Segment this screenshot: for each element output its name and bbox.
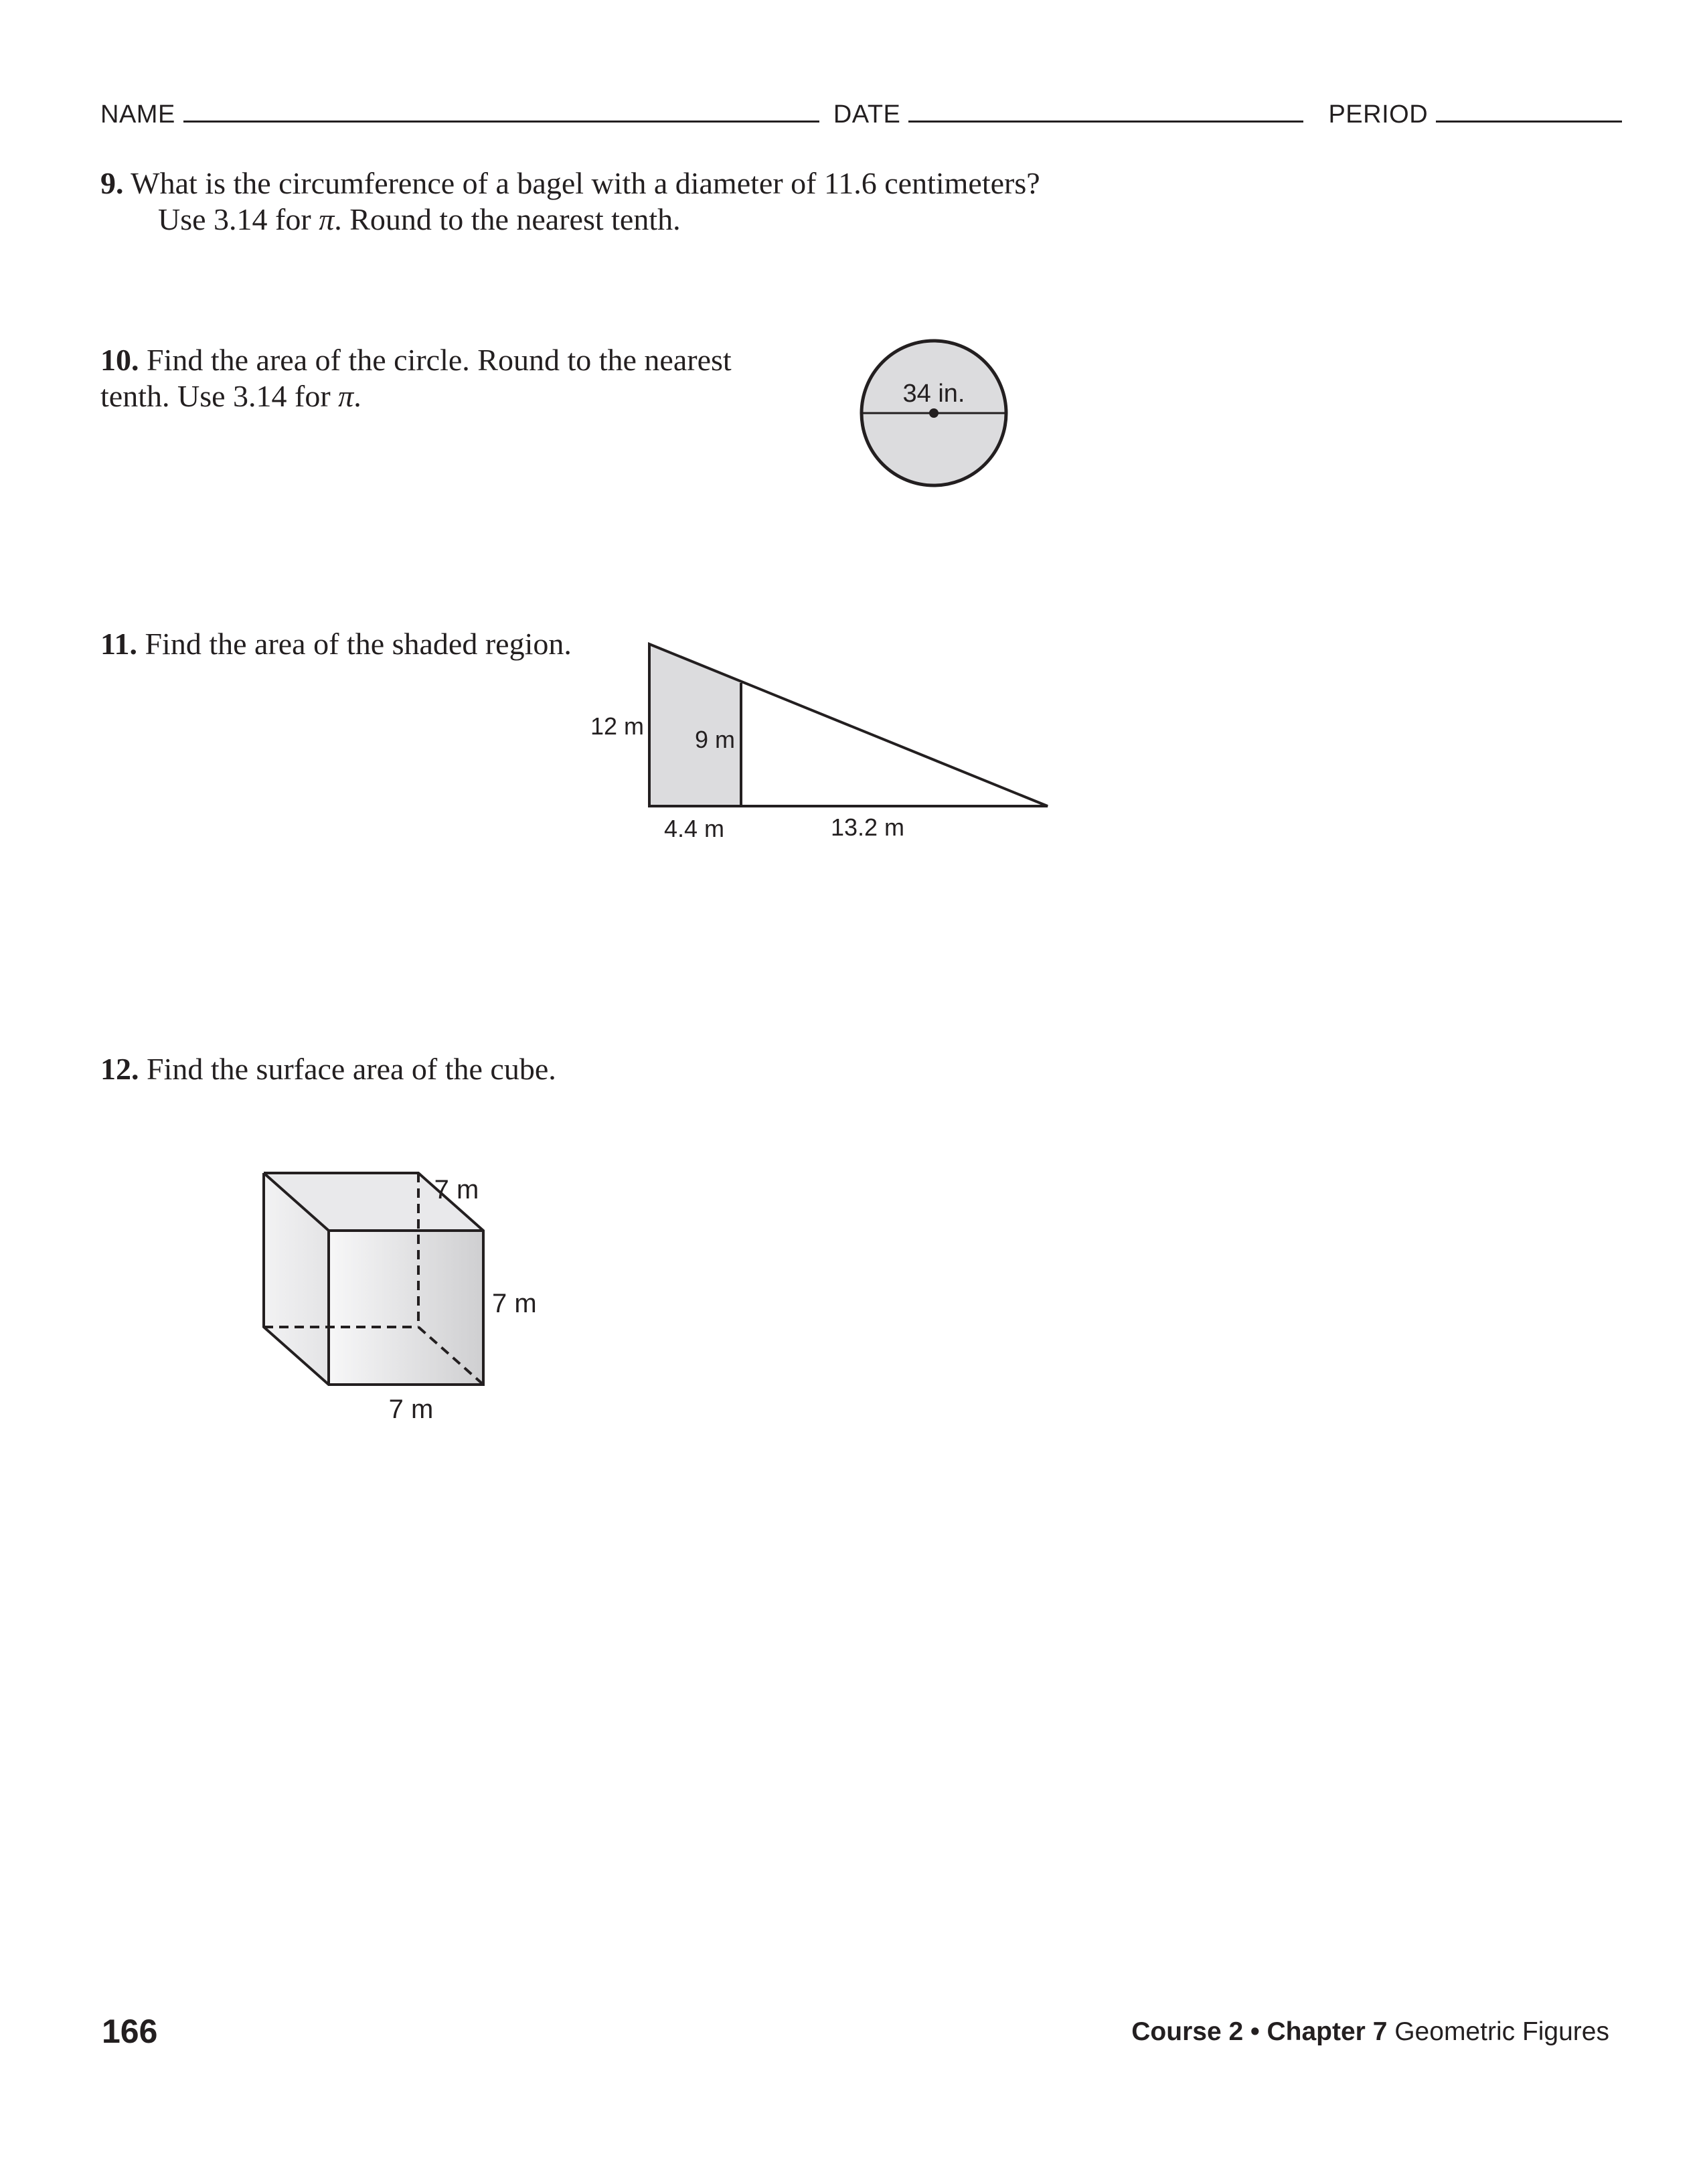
cube-width-label: 7 m (388, 1395, 434, 1424)
date-field[interactable] (908, 120, 1303, 123)
name-field[interactable] (183, 120, 819, 123)
question-text-line2-end: . Round to the nearest tenth. (334, 202, 681, 236)
question-12 (100, 1051, 556, 1087)
course-footer (1131, 2017, 1609, 2047)
question-number: 10. (100, 343, 139, 377)
base-left-label: 4.4 m (663, 815, 725, 842)
question-9 (100, 165, 1040, 238)
question-11 (100, 626, 572, 662)
base-right-label: 13.2 m (830, 813, 905, 841)
center-point (929, 408, 939, 418)
course-label: Course 2 (1131, 2017, 1244, 2046)
date-label: DATE (833, 100, 901, 129)
question-text: Find the surface area of the cube. (147, 1052, 556, 1086)
cube-depth-label: 7 m (434, 1175, 479, 1204)
question-number: 11. (100, 627, 137, 661)
question-text-line2: Use 3.14 for (158, 202, 319, 236)
cube-front-face (329, 1231, 483, 1385)
chapter-title: Geometric Figures (1387, 2017, 1609, 2046)
height-label: 12 m (590, 712, 644, 740)
diameter-label: 34 in. (902, 380, 965, 408)
pi-symbol: π (319, 202, 335, 236)
question-number: 12. (100, 1052, 139, 1086)
footer-bullet: • (1243, 2017, 1267, 2046)
page-number: 166 (102, 2013, 158, 2050)
name-label: NAME (100, 100, 175, 129)
cube-figure (254, 1152, 549, 1433)
student-info-header (100, 100, 1622, 129)
pi-symbol: π (338, 379, 354, 413)
period-field[interactable] (1436, 120, 1622, 123)
chapter-label: Chapter 7 (1267, 2017, 1388, 2046)
triangle-figure (576, 629, 1058, 850)
circle-figure (850, 335, 1018, 502)
shaded-region (649, 644, 741, 806)
question-10 (100, 342, 732, 414)
cube-height-label: 7 m (492, 1289, 537, 1318)
question-number: 9. (100, 166, 124, 200)
question-text: Find the area of the shaded region. (145, 627, 572, 661)
question-text: Find the area of the circle. Round to the nearest (147, 343, 732, 377)
period-label: PERIOD (1328, 100, 1429, 129)
question-text-line2-end: . (353, 379, 361, 413)
question-text-line2: tenth. Use 3.14 for (100, 379, 339, 413)
inner-height-label: 9 m (694, 726, 736, 753)
question-text: What is the circumference of a bagel with a diameter of 11.6 centimeters? (131, 166, 1040, 200)
